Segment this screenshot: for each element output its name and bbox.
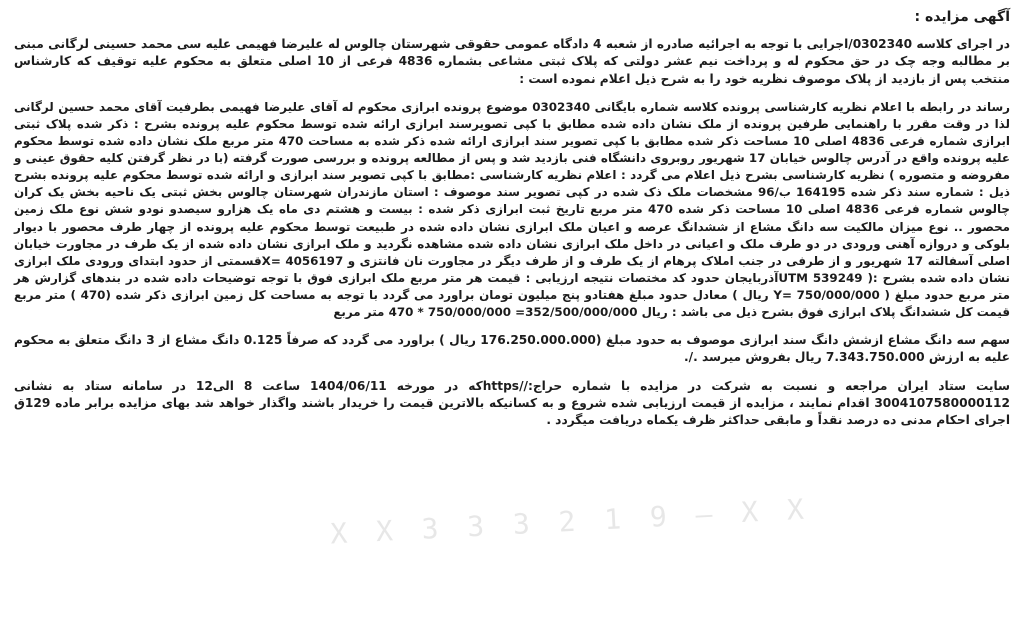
paragraph-share-value: سهم سه دانگ مشاع ازشش دانگ سند ابرازی موصوف به حدود مبلغ (176.250.000.000 ریال ) براورد می گردد که صرفاً 0.125 دانگ مشاع از 3 دانگ متعلق به محکوم علیه به ارزش 7.343.750.000 ریال بفروش میرسد ./.: [14, 333, 1010, 365]
paragraph-auction-terms: سایت ستاد ایران مراجعه و نسبت به شرکت در مزایده با شماره حراج://httpsکه در مورخه 1404/06/11 ساعت 8 الی12 در سامانه ستاد به نشانی 3004107580000112 اقدام نمایند ، مزایده از قیمت ارزیابی شده شروع و به کسانیکه بالاترین قیمت را خریدار باشند واگذار خواهد شد بهای مزایده برابر ماده 129ق اجرای احکام مدنی ده درصد نقداً و مابقی حداکثر ظرف یکماه دریافت میگردد .: [14, 378, 1011, 428]
paragraph-intro: در اجرای کلاسه 0302340/اجرایی با توجه به اجرائیه صادره از شعبه 4 دادگاه عمومی حقوقی شهرستان چالوس له علیرضا فهیمی علیه سی محمد حسینی لرگانی مبنی بر مطالبه وجه چک در حق محکوم له و پرداخت نیم عشر دولتی که پلاک ثبتی مشاعی بشماره 4836 فرعی از 10 اصلی متعلق به محکوم علیه توقیف که کارشناس منتخب پس از بازدید از پلاک موصوف نظریه خود را به شرح ذیل اعلام نموده است :: [14, 37, 1011, 86]
ad-heading: آگهی مزایده :: [914, 9, 1010, 25]
watermark: X X 3 3 3 2 1 9 — X X: [329, 492, 811, 551]
paragraph-expert-report: رساند در رابطه با اعلام نظریه کارشناسی پرونده کلاسه شماره بایگانی 0302340 موضوع پرونده ابرازی محکوم له آقای علیرضا فهیمی بطرفیت آقای محمد حسین لرگانی لذا در وقت مقرر با راهنمایی طرفین پرونده از ملک نشان داده شده مطابق با کپی تصویرسند ابرازی ارائه شده توسط محکوم علیه پرونده بشرح : ذکر شده پلاک ثبتی ابرازی شماره فرعی 4836 اصلی 10 مساحت ذکر شده مطابق با کپی تصویر سند ابرازی ارائه شده ذکر شده به مساحت 470 متر مربع ملک نشان داده شده توسط محکوم علیه پرونده واقع در آدرس چالوس خیابان 17 شهریور روبروی دانشگاه فنی بازدید شد و پس از مطالعه پرونده و بررسی صورت گرفته (با در نظر گرفتن کلیه حقوق عینی و مفروضه و متصوره ) نظریه کارشناسی بشرح ذیل اعلام می گردد : اعلام نظریه کارشناسی :مطابق با کپی تصویر سند ابرازی و ارائه شده توسط محکوم علیه پرونده بشرح ذیل : شماره سند ذکر شده 164195 ب/96 مشخصات ملک ذک شده در کپی تصویر سند موصوف : استان مازندران شهرستان چالوس بخش ثبتی یک ناحیه بخش یک کران چالوس شماره فرعی 4836 اصلی 10 مساحت ذکر شده 470 متر مربع تاریخ ثبت ابرازی ذکر شده : بیست و هشتم دی ماه یک هزارو سیصدو نودو شش نوع ملک زمین محصور .. نوع میزان مالکیت سه دانگ مشاع از ششدانگ عرصه و اعیان ملک ابرازی نشان داده شده در طبیعت توسط محکوم علیه پرونده از چهار طرف محصور با دیوار بلوکی و دروازه آهنی ورودی در دو طرف ملک و اعیانی در داخل ملک ابرازی نشان داده شده مشاهده نگردید و ملک ابرازی نشان داده شده از یک طرف در مجاورت خیابان اصلی آسفالته 17 شهریور و از طرفی در جنب املاک پرهام از یک طرف و از طرف دیگر در مجاورت نان فانتزی و 4056197 =Xقسمتی از حدود ابتدای ورودی ملک ابرازی نشان داده شده بشرح :( 539249 UTMآذربایجان حدود کد مختصات نتیجه ارزیابی : قیمت هر متر مربع ملک ابرازی فوق با توجه توضیحات داده شده در بندهای گزارش هر متر مربع حدود مبلغ ( 750/000/000 =Y ریال ) معادل حدود مبلغ هفتادو پنج میلیون تومان براورد می گردد با توجه به مساحت کل زمین ابرازی ذکر شده (470 ) متر مربع قیمت کل ششدانگ پلاک ابرازی فوق بشرح ذیل می باشد : ریال 352/500/000/000= 750/000/000 * 470 متر مربع: [14, 99, 1011, 320]
